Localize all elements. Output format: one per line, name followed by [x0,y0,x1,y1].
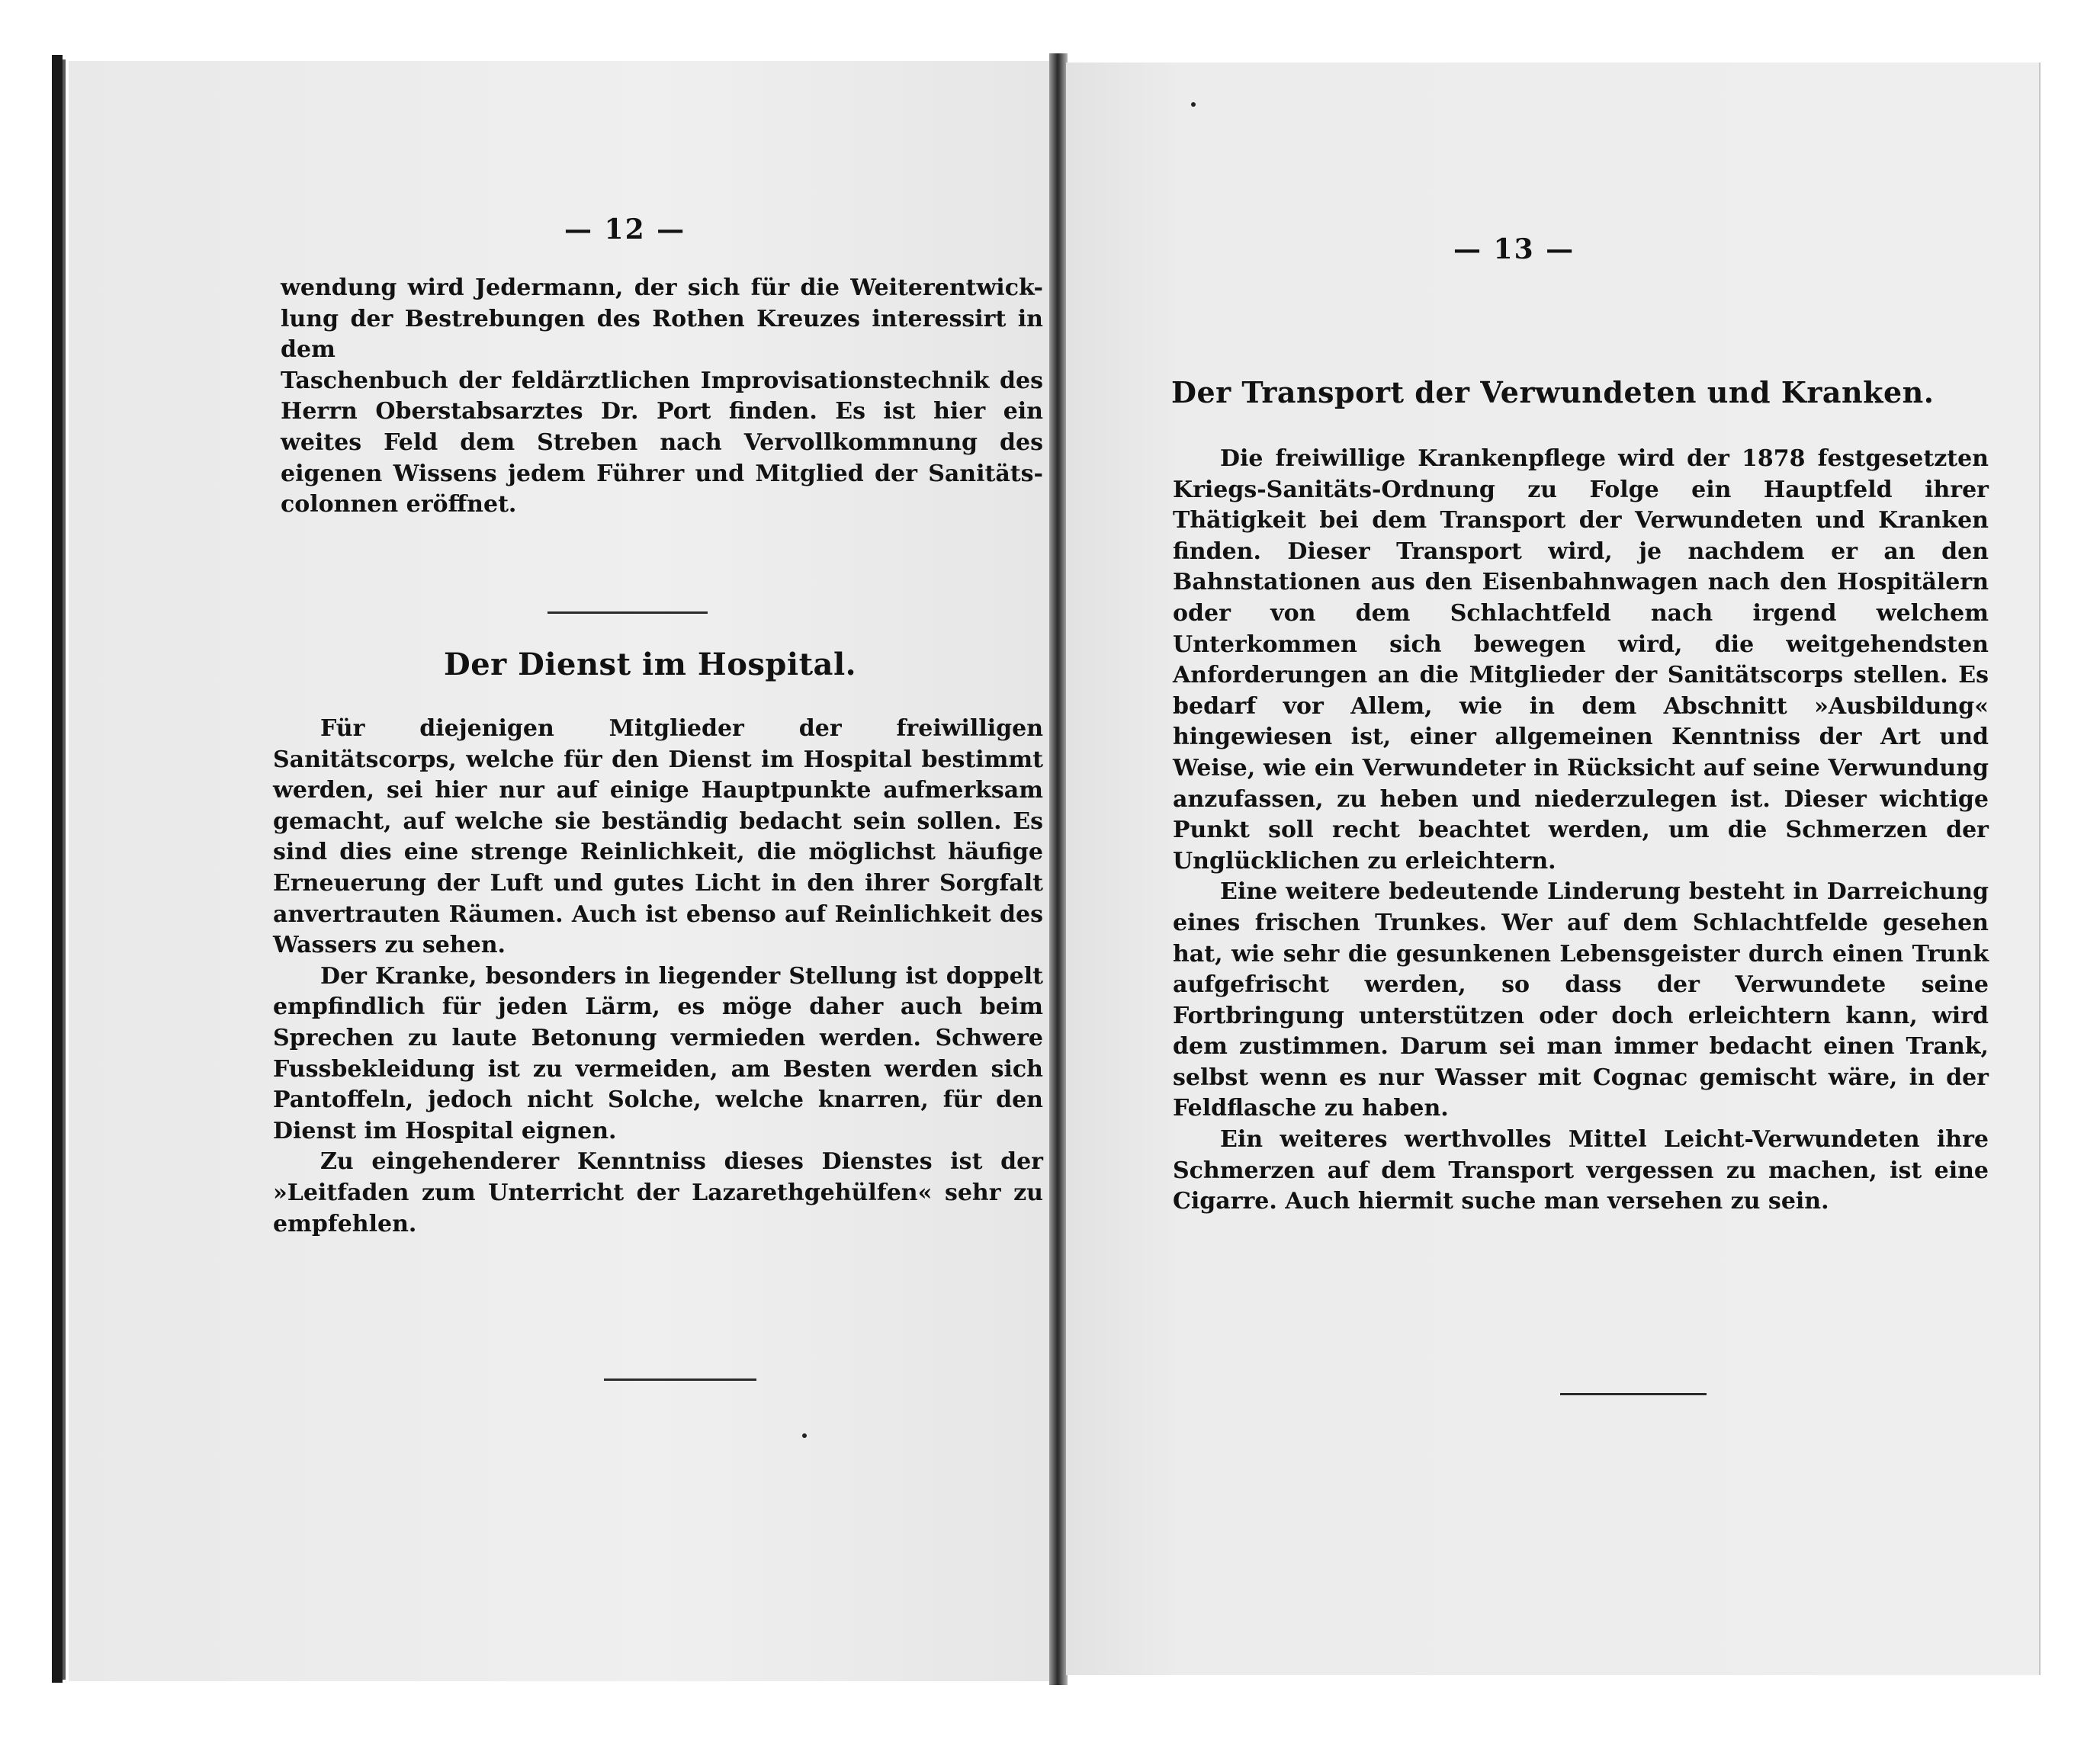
text-line: Herrn Oberstabsarztes Dr. Port finden. Es ist hier ein [281,398,1043,425]
paragraph: Für diejenigen Mitglieder der freiwilligen Sanitätscorps, welche für den Dienst im Hospital bestimmt werden, sei hier nur auf einige Hauptpunkte aufmerksam gemacht, auf welche sie beständig bedacht sein sollen. Es sind dies eine strenge Reinlichkeit, die möglichst häufige Erneuerung der Luft und gutes Licht in den ihrer Sorgfalt anvertrauten Räumen. Auch ist ebenso auf Reinlichkeit des Wassers zu sehen. [273,715,1043,959]
text-line: eigenen Wissens jedem Führer und Mitglied der Sanitäts- [281,460,1043,487]
page-number: — 12 — [564,213,686,246]
paragraph: Die freiwillige Krankenpflege wird der 1878 festgesetzten Kriegs-Sanitäts-Ordnung zu Folge ein Hauptfeld ihrer Thätigkeit bei dem Transport der Verwundeten und Kranken finden. Dieser Transport wird, je nachdem er an den Bahnstationen aus den Eisenbahnwagen nach den Hospitälern oder von dem Schlachtfeld nach irgend welchem Unterkommen sich bewegen wird, die weitgehendsten Anforderungen an die Mitglieder der Sanitätscorps stellen. Es bedarf vor Allem, wie in dem Abschnitt »Ausbildung« hingewiesen ist, einer allgemeinen Kenntniss der Art und Weise, wie ein Verwundeter in Rücksicht auf seine Verwundung anzufassen, zu heben und niederzulegen ist. Dieser wichtige Punkt soll recht beachtet werden, um die Schmerzen der Unglücklichen zu erleichtern. [1173,445,1989,875]
page-number: — 13 — [1453,233,1575,265]
text-line: colonnen eröffnet. [281,491,517,518]
book-cover-edge-inner [63,59,66,1680]
paragraph: Eine weitere bedeutende Linderung besteht in Darreichung eines frischen Trunkes. Wer auf dem Schlachtfelde gesehen hat, wie sehr die gesunkenen Lebensgeister durch einen Trunk aufgefrischt werden, so dass der Verwundete seine Fortbringung unterstützen oder doch erleichtern kann, wird dem zustimmen. Darum sei man immer bedacht einen Trank, selbst wenn es nur Wasser mit Cognac gemischt wäre, in der Feldflasche zu haben. [1173,878,1989,1122]
paragraph: Der Kranke, besonders in liegender Stellung ist doppelt empfindlich für jeden Lärm, es möge daher auch beim Sprechen zu laute Betonung vermieden werden. Schwere Fussbekleidung ist zu vermeiden, am Besten werden sich Pantoffeln, jedoch nicht Solche, welche knarren, für den Dienst im Hospital eignen. [273,962,1043,1144]
section-body [1173,444,1989,1218]
right-page [1066,63,2041,1675]
paragraph: Ein weiteres werthvolles Mittel Leicht-Verwundeten ihre Schmerzen auf dem Transport vergessen zu machen, ist eine Cigarre. Auch hiermit suche man versehen zu sein. [1173,1126,1989,1215]
section-divider [604,1379,756,1381]
continued-paragraph [281,273,1043,521]
text-line: Taschenbuch der feldärztlichen Improvisationstechnik des [281,367,1043,394]
section-heading: Der Dienst im Hospital. [444,647,857,682]
book-gutter [1049,53,1068,1685]
section-heading: Der Transport der Verwundeten und Kranken. [1171,375,1935,409]
text-line: wendung wird Jedermann, der sich für die Weiterentwick- [281,274,1043,301]
paragraph: Zu eingehenderer Kenntniss dieses Dienstes ist der »Leitfaden zum Unterricht der Lazarethgehülfen« sehr zu empfehlen. [273,1148,1043,1237]
text-line: weites Feld dem Streben nach Vervollkommnung des [281,428,1043,456]
print-speck [802,1433,807,1438]
left-page [69,61,1051,1681]
section-divider [1560,1393,1707,1395]
print-speck [1191,102,1196,107]
text-line: lung der Bestrebungen des Rothen Kreuzes interessirt in dem [281,305,1043,364]
book-cover-edge [52,55,63,1683]
section-body [273,714,1043,1240]
section-divider [547,611,708,614]
